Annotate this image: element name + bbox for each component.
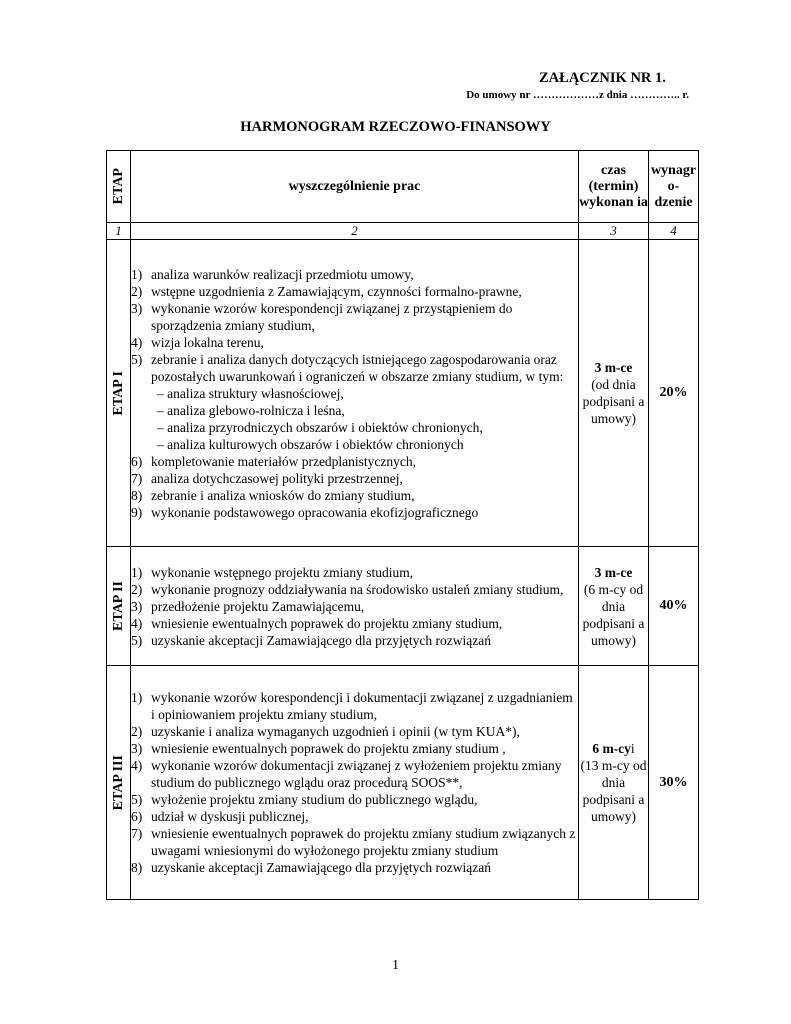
task-number: 3) (131, 300, 143, 316)
task-item (131, 757, 578, 791)
task-item (131, 300, 578, 334)
stage-label (107, 240, 131, 547)
term-detail: (od dnia podpisani a umowy) (582, 377, 645, 426)
task-list (131, 564, 578, 649)
stage-term (579, 547, 649, 666)
sub-task-item (131, 402, 578, 419)
task-number: 4) (131, 758, 143, 773)
task-item (131, 689, 578, 723)
stage-works (131, 666, 579, 900)
stage-row (107, 240, 699, 547)
time-header: czas (termin) wykonan ia (579, 151, 649, 223)
stage-label (107, 666, 131, 900)
task-item (131, 266, 578, 283)
task-list (131, 266, 578, 521)
stage-label (107, 547, 131, 666)
task-text: wykonanie wstępnego projektu zmiany studium, (151, 564, 414, 580)
task-number: 1) (131, 266, 143, 282)
stage-term (579, 666, 649, 900)
stage-name: ETAP I (110, 370, 126, 416)
payment-header: wynagr o- dzenie (649, 151, 699, 223)
sub-task-item (131, 419, 578, 436)
stage-payment: 40% (649, 547, 699, 666)
term-duration: 3 m-ce (594, 564, 633, 580)
task-text: wykonanie prognozy oddziaływania na środowisko ustaleń zmiany studium, (151, 581, 564, 597)
page-number: 1 (392, 958, 399, 973)
task-item (131, 615, 578, 632)
task-item (131, 283, 578, 300)
task-text: udział w dyskusji publicznej, (151, 809, 309, 824)
task-item (131, 470, 578, 487)
stage-row (107, 666, 699, 900)
task-number: 7) (131, 826, 143, 841)
task-item (131, 740, 578, 757)
schedule-table (106, 150, 699, 900)
task-item (131, 723, 578, 740)
task-item (131, 564, 578, 581)
task-text: wykonanie wzorów dokumentacji związanej z wyłożeniem projektu zmiany studium do publicznego wglądu oraz procedurą SOOS**, (151, 758, 562, 790)
task-item (131, 351, 578, 385)
task-number: 2) (131, 283, 143, 299)
task-text: kompletowanie materiałów przedplanistycznych, (151, 453, 417, 469)
stage-works (131, 240, 579, 547)
stage-term (579, 240, 649, 547)
task-text: uzyskanie akceptacji Zamawiającego dla przyjętych rozwiązań (151, 632, 491, 648)
task-text: – analiza struktury własnościowej, (157, 385, 344, 401)
term-suffix: i (630, 741, 635, 756)
task-text: wniesienie ewentualnych poprawek do projektu zmiany studium , (151, 741, 506, 756)
task-number: 3) (131, 741, 143, 756)
task-list (131, 689, 578, 876)
task-text: zebranie i analiza wniosków do zmiany studium, (151, 487, 415, 503)
task-text: – analiza kulturowych obszarów i obiektów chronionych (157, 436, 464, 452)
task-text: zebranie i analiza danych dotyczących istniejącego zagospodarowania oraz pozostałych uwarunkowań i ograniczeń w obszarze zmiany studium, w tym: (151, 351, 564, 384)
stage-payment: 30% (649, 666, 699, 900)
task-text: uzyskanie i analiza wymaganych uzgodnień i opinii (w tym KUA*), (151, 724, 520, 739)
task-item (131, 487, 578, 504)
task-item (131, 581, 578, 598)
attachment-number: ZAŁĄCZNIK NR 1. (539, 70, 666, 86)
task-number: 1) (131, 690, 143, 705)
task-item (131, 791, 578, 808)
document-title: HARMONOGRAM RZECZOWO-FINANSOWY (240, 119, 551, 135)
task-item (131, 453, 578, 470)
task-number: 4) (131, 334, 143, 350)
column-number: 4 (649, 223, 699, 240)
stage-works (131, 547, 579, 666)
column-number: 2 (131, 223, 579, 240)
task-item (131, 598, 578, 615)
task-number: 6) (131, 809, 143, 824)
task-number: 8) (131, 860, 143, 875)
task-number: 7) (131, 470, 143, 486)
task-text: – analiza glebowo-rolnicza i leśna, (157, 402, 345, 418)
task-item (131, 808, 578, 825)
stage-name: ETAP III (110, 754, 126, 811)
task-text: wizja lokalna terenu, (151, 334, 264, 350)
term-detail: (6 m-cy od dnia podpisani a umowy) (582, 581, 645, 648)
task-text: wykonanie wzorów korespondencji związanej z przystąpieniem do sporządzenia zmiany studium, (151, 300, 513, 333)
term-detail: (13 m-cy od dnia podpisani a umowy) (580, 758, 647, 824)
task-number: 8) (131, 487, 143, 503)
task-text: wyłożenie projektu zmiany studium do publicznego wglądu, (151, 792, 478, 807)
task-text: analiza dotychczasowej polityki przestrzennej, (151, 470, 403, 486)
stage-header: ETAP (107, 151, 131, 223)
sub-task-item (131, 385, 578, 402)
task-text: wstępne uzgodnienia z Zamawiającym, czynności formalno-prawne, (151, 283, 522, 299)
task-text: wniesienie ewentualnych poprawek do projektu zmiany studium, (151, 615, 503, 631)
task-text: uzyskanie akceptacji Zamawiającego dla przyjętych rozwiązań (151, 860, 491, 875)
task-item (131, 859, 578, 876)
task-text: wykonanie wzorów korespondencji i dokumentacji związanej z uzgadnianiem i opiniowaniem projektu zmiany studium, (151, 690, 573, 722)
works-header: wyszczególnienie prac (131, 151, 579, 223)
task-number: 3) (131, 598, 143, 614)
task-text: wykonanie podstawowego opracowania ekofizjograficznego (151, 504, 479, 520)
term-duration: 6 m-cy (592, 741, 631, 756)
task-text: wniesienie ewentualnych poprawek do projektu zmiany studium związanych z uwagami wniesionymi do wyłożonego projektu zmiany studium (151, 826, 576, 858)
column-number-row (107, 223, 699, 240)
task-number: 5) (131, 632, 143, 648)
task-item (131, 825, 578, 859)
task-number: 1) (131, 564, 143, 580)
task-number: 4) (131, 615, 143, 631)
task-number: 5) (131, 792, 143, 807)
task-item (131, 334, 578, 351)
task-text: przedłożenie projektu Zamawiającemu, (151, 598, 365, 614)
column-number: 3 (579, 223, 649, 240)
task-number: 5) (131, 351, 143, 367)
task-number: 2) (131, 724, 143, 739)
header-row (107, 151, 699, 223)
column-number: 1 (107, 223, 131, 240)
term-duration: 3 m-ce (594, 360, 633, 375)
stage-row (107, 547, 699, 666)
stage-name: ETAP II (110, 581, 126, 631)
task-number: 2) (131, 581, 143, 597)
contract-reference: Do umowy nr ………………z dnia ………….. r. (466, 89, 689, 101)
task-number: 9) (131, 504, 143, 520)
sub-task-item (131, 436, 578, 453)
task-text: analiza warunków realizacji przedmiotu umowy, (151, 266, 414, 282)
task-item (131, 504, 578, 521)
task-number: 6) (131, 453, 143, 469)
task-item (131, 632, 578, 649)
stage-payment: 20% (649, 240, 699, 547)
task-text: – analiza przyrodniczych obszarów i obiektów chronionych, (157, 419, 483, 435)
